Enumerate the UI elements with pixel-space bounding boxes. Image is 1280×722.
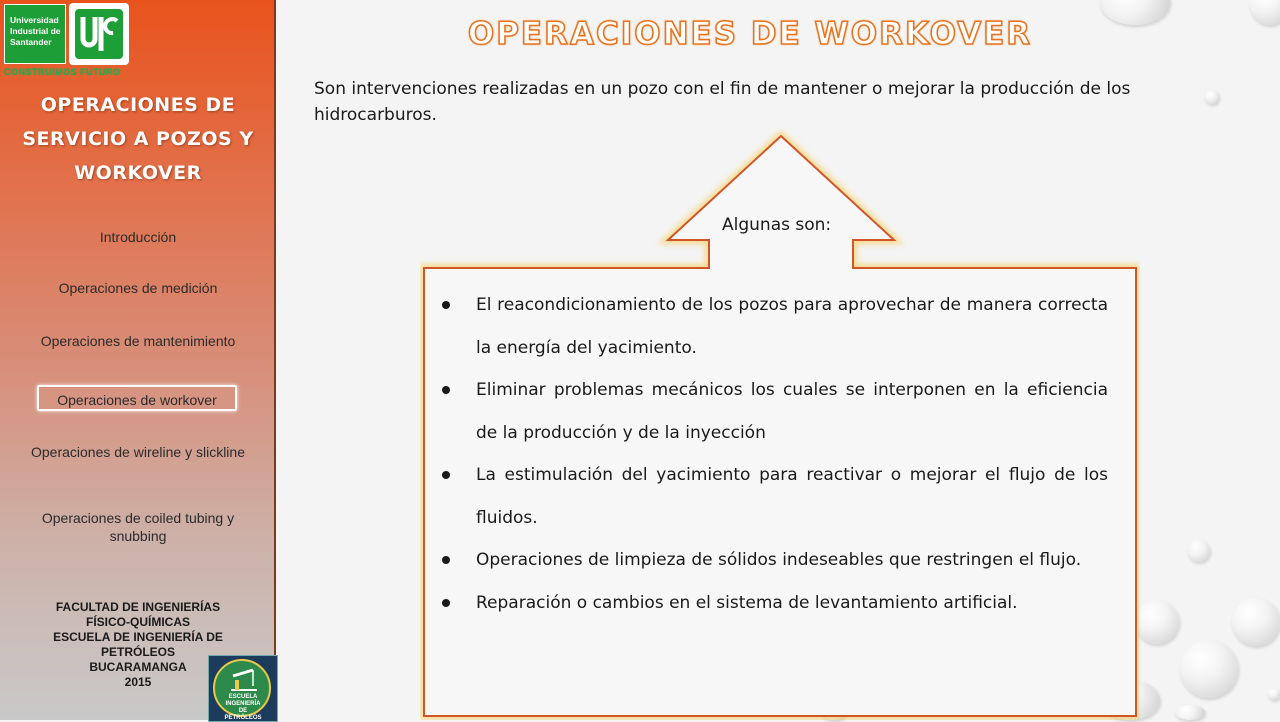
uis-emblem-icon — [69, 3, 129, 65]
decorative-bubble — [1205, 90, 1219, 104]
nav-item-medicion[interactable]: Operaciones de medición — [58, 280, 218, 296]
nav-item-workover[interactable]: Operaciones de workover — [37, 385, 237, 411]
list-item-text: Operaciones de limpieza de sólidos indeseables que restringen el flujo. — [476, 550, 1082, 570]
oil-pump-icon — [229, 666, 259, 692]
bullet-icon — [442, 471, 450, 479]
faculty-line: 2015 — [124, 675, 152, 689]
list-item — [440, 284, 1108, 369]
arrow-label: Algunas son: — [722, 215, 832, 235]
bullet-icon — [442, 301, 450, 309]
list-item-text: Eliminar problemas mecánicos los cuales se interponen en la eficiencia de la producción y de la inyección — [476, 380, 1108, 443]
bullet-icon — [442, 599, 450, 607]
list-item — [440, 369, 1108, 454]
university-logo-line: Industrial de — [10, 26, 61, 36]
decorative-bubble — [1268, 688, 1280, 700]
bullet-icon — [442, 556, 450, 564]
university-motto: CONSTRUIMOS FUTURO — [4, 67, 121, 77]
slide-title: OPERACIONES DE WORKOVER — [467, 16, 1033, 52]
list-item — [440, 539, 1108, 582]
nav-item-wireline[interactable]: Operaciones de wireline y slickline — [31, 444, 245, 460]
school-logo-label: ESCUELA INGENIERÍA DE PETRÓLEOS — [224, 694, 262, 721]
school-logo — [208, 655, 278, 722]
university-logo — [4, 4, 66, 64]
nav-item-coiled-tubing[interactable]: Operaciones de coiled tubing y snubbing — [41, 510, 235, 544]
decorative-bubble — [1250, 0, 1280, 25]
decorative-bubble — [1100, 0, 1170, 25]
faculty-line: FACULTAD DE INGENIERÍAS — [55, 600, 221, 614]
university-logo-line: Santander — [10, 37, 52, 47]
university-logo-line: Universidad — [10, 15, 59, 25]
bullet-icon — [442, 386, 450, 394]
list-item — [440, 582, 1108, 625]
list-item-text: Reparación o cambios en el sistema de levantamiento artificial. — [476, 592, 1018, 613]
faculty-line: FÍSICO-QUÍMICAS — [86, 615, 190, 629]
workover-list — [440, 284, 1108, 624]
decorative-bubble — [1135, 600, 1179, 644]
nav-item-mantenimiento[interactable]: Operaciones de mantenimiento — [40, 333, 236, 349]
decorative-bubble — [1175, 705, 1205, 720]
faculty-line: ESCUELA DE INGENIERÍA DE — [53, 630, 223, 644]
intro-paragraph: Son intervenciones realizadas en un pozo con el fin de mantener o mejorar la producción de los hidrocarburos. — [314, 79, 1131, 125]
list-item-text: El reacondicionamiento de los pozos para aprovechar de manera correcta la energía del yacimiento. — [476, 295, 1108, 358]
nav-item-introduccion[interactable]: Introducción — [99, 229, 177, 245]
sidebar — [0, 0, 276, 720]
decorative-bubble — [1180, 640, 1238, 698]
list-item-text: La estimulación del yacimiento para reactivar o mejorar el flujo de los fluidos. — [476, 465, 1108, 528]
decorative-bubble — [1232, 598, 1280, 646]
faculty-line: BUCARAMANGA — [89, 660, 187, 674]
presentation-title: OPERACIONES DE SERVICIO A POZOS Y WORKOVER — [22, 94, 254, 184]
list-item — [440, 454, 1108, 539]
decorative-bubble — [1188, 540, 1210, 562]
faculty-line: PETRÓLEOS — [100, 645, 175, 659]
